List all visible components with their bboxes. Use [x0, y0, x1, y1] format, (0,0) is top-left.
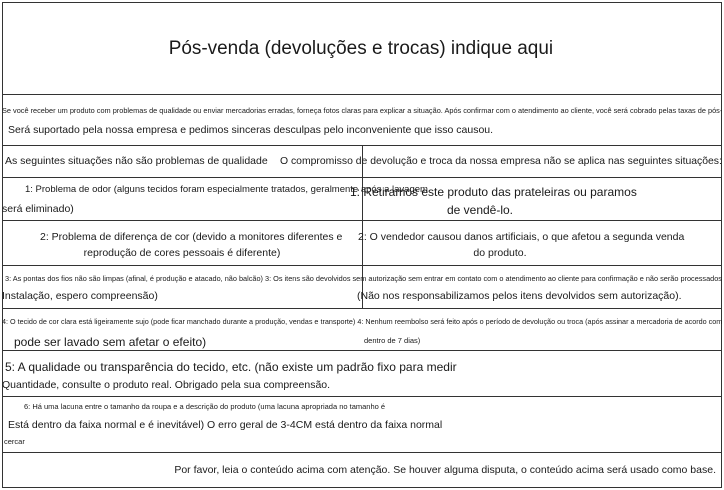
row2-right-line2: do produto. [473, 247, 527, 259]
row6-line3: cercar [4, 437, 25, 446]
row3-right-line2: (Não nos responsabilizamos pelos itens devolvidos sem autorização). [357, 290, 682, 302]
row1-left-line1: 1: Problema de odor (alguns tecidos foram especialmente tratados, geralmente após a lavagem [25, 184, 428, 195]
row-divider [2, 452, 722, 453]
row-divider [2, 94, 722, 95]
row-divider [2, 396, 722, 397]
intro-line-2: Será suportado pela nossa empresa e pedimos sinceras desculpas pelo inconveniente que isso causou. [8, 124, 494, 136]
row5-line1: 5: A qualidade ou transparência do tecido, etc. (não existe um padrão fixo para medir [5, 360, 457, 374]
row4-left-line2: pode ser lavado sem afetar o efeito) [14, 335, 207, 349]
row-divider [2, 308, 722, 309]
intro-line-1: Se você receber um produto com problemas de qualidade ou enviar mercadorias erradas, forneça fotos claras para explicar a situação. Após confirmar com o atendimento ao cliente, você será cobrado pelas taxas de pós- [2, 106, 723, 115]
row2-left-line2: reprodução de cores pessoais é diferente) [83, 247, 281, 259]
right-column-header: O compromisso de devolução e troca da nossa empresa não se aplica nas seguintes situações: [280, 155, 722, 167]
row4-line1: 4: O tecido de cor clara está ligeiramente sujo (pode ficar manchado durante a produção, vendas e transporte) 4: Nenhum reembolso será feito após o período de devolução ou troca (após assinar a mercadoria de acordo com [2, 317, 723, 326]
row2-left-line1: 2: Problema de diferença de cor (devido a monitores diferentes e [40, 231, 343, 243]
row6-line2: Está dentro da faixa normal e é inevitável) O erro geral de 3-4CM está dentro da faixa normal [8, 419, 443, 431]
row-divider [2, 350, 722, 351]
row1-right-line1: 1: Retiramos este produto das prateleiras ou paramos [350, 185, 637, 199]
row6-line1: 6: Há uma lacuna entre o tamanho da roupa e a descrição do produto (uma lacuna apropriada no tamanho é [24, 402, 386, 411]
row3-left-line2: Instalação, espero compreensão) [2, 290, 158, 302]
row1-right-line2: de vendê-lo. [446, 203, 514, 217]
row4-right-line2: dentro de 7 dias) [364, 336, 421, 345]
row3-line1: 3: As pontas dos fios não são limpas (afinal, é produção e atacado, não balcão) 3: Os itens são devolvidos sem autorização sem entrar em contato com o atendimento ao cliente para confirmação e não serão processados [5, 274, 722, 283]
row2-right-line1: 2: O vendedor causou danos artificiais, o que afetou a segunda venda [358, 231, 685, 243]
left-column-header: As seguintes situações não são problemas de qualidade [5, 155, 268, 167]
row1-left-line2: será eliminado) [2, 203, 74, 215]
row5-line2: Quantidade, consulte o produto real. Obrigado pela sua compreensão. [2, 379, 331, 391]
page-title: Pós-venda (devoluções e trocas) indique aqui [168, 38, 554, 59]
footer-note: Por favor, leia o conteúdo acima com atenção. Se houver alguma disputa, o conteúdo acima será usado como base. [174, 464, 716, 476]
